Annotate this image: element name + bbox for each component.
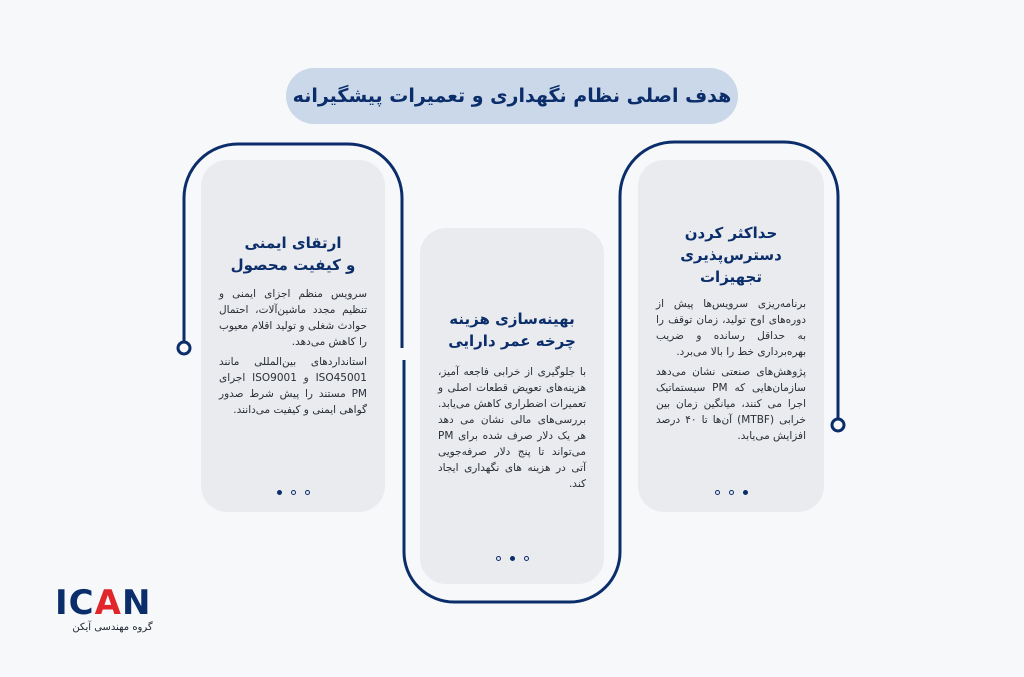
company-logo [55, 583, 170, 633]
card-cost-title-2: چرخه عمر دارایی [448, 332, 576, 350]
page-dot-active [743, 490, 748, 495]
card-availability-title-2: دسترس‌پذیری تجهیزات [680, 246, 782, 286]
page-dot [715, 490, 720, 495]
page-title: هدف اصلی نظام نگهداری و تعمیرات پیشگیرانه [292, 85, 732, 107]
card-safety-text-2: استانداردهای بین‌المللی مانند ISO45001 و ISO9001 اجرای PM مستند را پیش شرط صدور گواهی ایمنی و کیفیت می‌دانند. [219, 356, 367, 416]
card-safety-dots [201, 490, 385, 495]
page-dot [291, 490, 296, 495]
card-availability-title-1: حداکثر کردن [684, 224, 778, 242]
card-availability-text-1: برنامه‌ریزی سرویس‌ها پیش از دوره‌های اوج تولید، زمان توقف را به حداقل رسانده و ضریب بهره‌برداری خط را بالا می‌برد. [656, 298, 806, 358]
card-availability-dots [638, 490, 824, 495]
page-dot [524, 556, 529, 561]
right-frame-node [832, 419, 844, 431]
page-dot [496, 556, 501, 561]
page-dot [305, 490, 310, 495]
logo-mark-right: N [121, 583, 152, 623]
logo-mark-mid: A [94, 583, 122, 623]
page-dot-active [510, 556, 515, 561]
card-cost-dots [420, 556, 604, 561]
logo-mark-left: IC [55, 583, 95, 623]
card-safety-text-1: سرویس منظم اجزای ایمنی و تنظیم مجدد ماشین‌آلات، احتمال حوادث شغلی و تولید اقلام معیوب را کاهش می‌دهد. [219, 288, 367, 348]
card-safety-title-1: ارتقای ایمنی [244, 234, 342, 252]
card-cost [420, 228, 604, 584]
card-cost-text-1: با جلوگیری از خرابی فاجعه آمیز، هزینه‌های تعویض قطعات اصلی و تعمیرات اضطراری کاهش می‌یابد. بررسی‌های مالی نشان می دهد هر یک دلار صرف شده برای PM می‌تواند تا پنج دلار صرفه‌جویی آتی در هزینه های نگهداری ایجاد کند. [438, 366, 586, 490]
left-frame-node [178, 342, 190, 354]
page-dot [729, 490, 734, 495]
logo-subtitle: گروه مهندسی آیکن [72, 622, 153, 633]
logo-mark [55, 583, 170, 623]
page-dot-active [277, 490, 282, 495]
card-availability-text-2: پژوهش‌های صنعتی نشان می‌دهد سازمان‌هایی که PM سیستماتیک اجرا می کنند، میانگین زمان بین خرابی (MTBF) آن‌ها تا ۴۰ درصد افزایش می‌یابد. [656, 366, 806, 442]
card-cost-title-1: بهینه‌سازی هزینه [449, 310, 575, 328]
card-availability [638, 160, 824, 512]
card-safety-title-2: و کیفیت محصول [230, 256, 356, 274]
card-safety [201, 160, 385, 512]
